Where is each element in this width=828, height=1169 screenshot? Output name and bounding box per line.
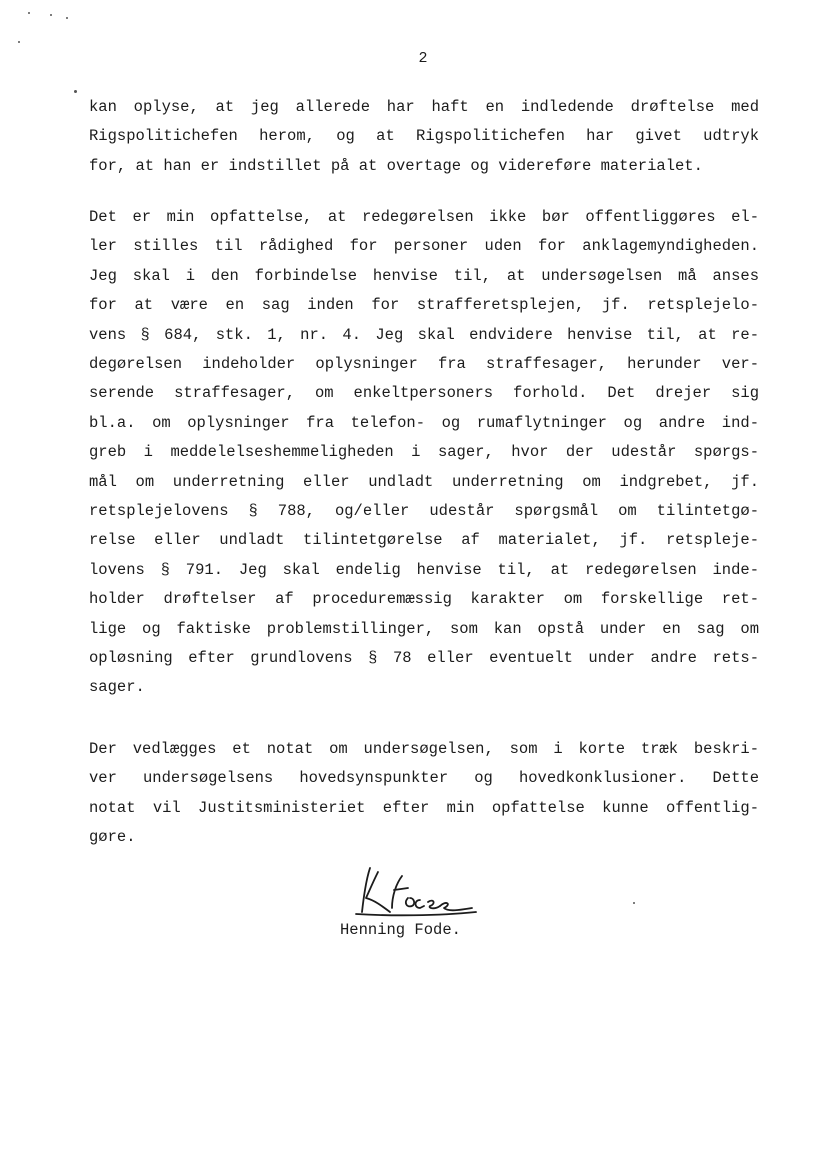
text-line: relse eller undladt tilintetgørelse af materialet, jf. retspleje- — [89, 531, 759, 550]
text-line: Der vedlægges et notat om undersøgelsen, som i korte træk beskri- — [89, 740, 759, 758]
text-line: serende straffesager, om enkeltpersoners forhold. Det drejer sig — [89, 384, 759, 403]
text-line: lovens § 791. Jeg skal endelig henvise til, at redegørelsen inde- — [89, 560, 759, 579]
text-line: kan oplyse, at jeg allerede har haft en indledende drøftelse med — [89, 98, 759, 116]
text-line: retsplejelovens § 788, og/eller udestår spørgsmål om tilintetgø- — [89, 502, 759, 520]
text-line: sager. — [89, 678, 145, 697]
text-line: degørelsen indeholder oplysninger fra straffesager, herunder ver- — [89, 355, 759, 373]
text-line: ver undersøgelsens hovedsynspunkter og hovedkonklusioner. Dette — [89, 769, 759, 788]
text-line: ler stilles til rådighed for personer uden for anklagemyndigheden. — [89, 237, 759, 256]
page-number: 2 — [418, 50, 428, 67]
text-line: holder drøftelser af proceduremæssig karakter om forskellige ret- — [89, 590, 759, 609]
scan-speck — [74, 90, 77, 93]
scan-speck — [66, 17, 68, 19]
text-line: Rigspolitichefen herom, og at Rigspolitichefen har givet udtryk — [89, 127, 759, 146]
signer-name: Henning Fode. — [340, 921, 461, 939]
text-line: for at være en sag inden for strafferetsplejen, jf. retsplejelo- — [89, 296, 759, 315]
text-line: opløsning efter grundlovens § 78 eller eventuelt under andre rets- — [89, 649, 759, 667]
text-line: Jeg skal i den forbindelse henvise til, at undersøgelsen må anses — [89, 266, 759, 285]
text-line: vens § 684, stk. 1, nr. 4. Jeg skal endvidere henvise til, at re- — [89, 325, 759, 344]
text-line: gøre. — [89, 828, 136, 847]
text-line: mål om underretning eller undladt underretning om indgrebet, jf. — [89, 472, 759, 491]
text-line: Det er min opfattelse, at redegørelsen ikke bør offentliggøres el- — [89, 208, 759, 226]
text-line: lige og faktiske problemstillinger, som kan opstå under en sag om — [89, 619, 759, 638]
scan-speck — [28, 12, 30, 14]
text-line: notat vil Justitsministeriet efter min opfattelse kunne offentlig- — [89, 798, 759, 817]
scan-speck — [633, 902, 635, 904]
scan-speck — [50, 14, 52, 16]
text-line: bl.a. om oplysninger fra telefon- og rumaflytninger og andre ind- — [89, 413, 759, 432]
text-line: greb i meddelelseshemmeligheden i sager, hvor der udestår spørgs- — [89, 443, 759, 462]
scan-speck — [18, 41, 20, 43]
text-line: for, at han er indstillet på at overtage og videreføre materialet. — [89, 156, 703, 175]
